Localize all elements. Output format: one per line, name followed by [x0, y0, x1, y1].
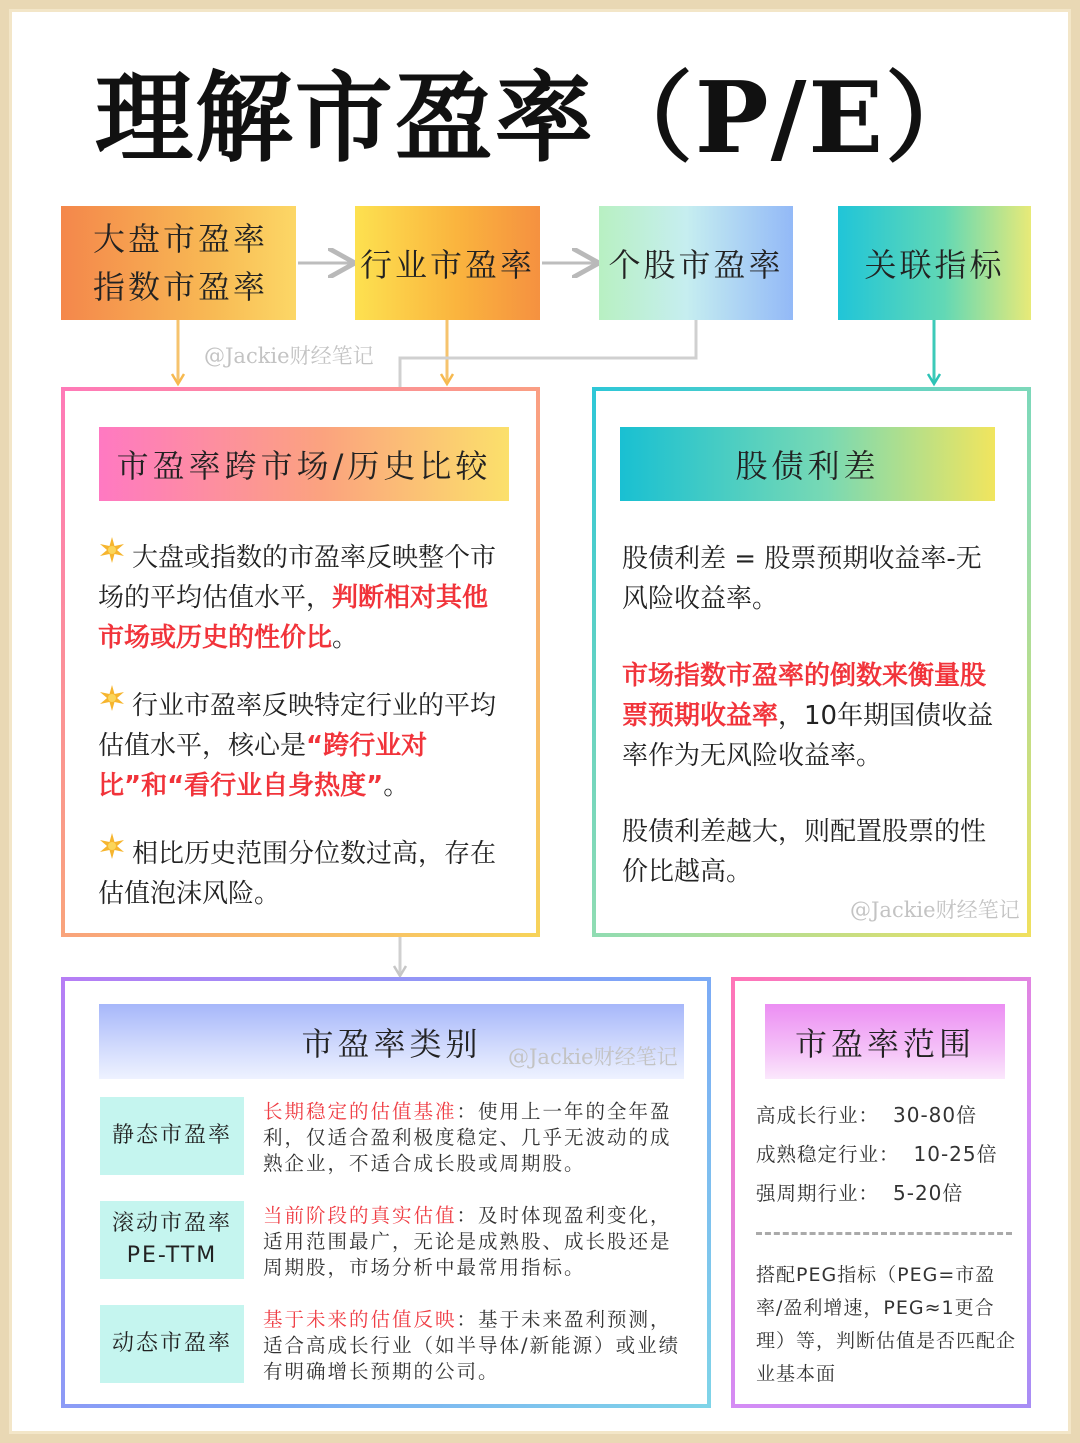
- category-title: 市盈率类别: [99, 1004, 684, 1079]
- panel-category: [61, 977, 711, 1408]
- category-label-forward-text: 动态市盈率: [111, 1331, 232, 1356]
- range-row-cyclical-value: 5-20倍: [893, 1181, 964, 1205]
- compare-bullet-1-highlight: 判断相对其他市场或历史的性价比: [98, 583, 489, 653]
- category-label-static: [100, 1097, 244, 1175]
- sparkle-icon: [98, 536, 126, 576]
- sparkle-icon: [98, 832, 126, 872]
- compare-bullet-2-end: 。: [383, 771, 410, 801]
- category-desc-ttm-text: ：及时体现盈利变化，适用范围最广，无论是成熟股、成长股还是周期股，市场分析中最常用指标。: [263, 1204, 672, 1279]
- category-label-ttm: [100, 1201, 244, 1279]
- watermark: @Jackie财经笔记: [508, 1045, 678, 1069]
- compare-bullet-1-text: 大盘或指数的市盈率反映整个市场的平均估值水平，: [98, 543, 497, 613]
- range-row-mature: [756, 1138, 1016, 1167]
- compare-bullet-3: [98, 834, 513, 914]
- category-label-ttm-sub: PE-TTM: [126, 1243, 218, 1268]
- range-note: 搭配PEG指标（PEG=市盈率/盈利增速，PEG≈1更合理）等，判断估值是否匹配企业基本面: [756, 1264, 1017, 1385]
- flow-box-industry: 行业市盈率: [355, 206, 540, 320]
- category-desc-static-highlight: 长期稳定的估值基准: [263, 1100, 457, 1123]
- category-desc-forward: [263, 1307, 688, 1385]
- spread-definition: 股债利差 = 股票预期收益率-无风险收益率。: [622, 544, 982, 614]
- compare-bullet-2-highlight: “跨行业对比”和“看行业自身热度”: [98, 731, 428, 801]
- flow-box-market-line1: 大盘市盈率: [93, 220, 269, 258]
- panel-range: [731, 977, 1031, 1408]
- range-row-cyclical-label: 强周期行业：: [756, 1182, 880, 1205]
- flow-box-market-line2: 指数市盈率: [93, 268, 269, 306]
- category-label-forward: [100, 1305, 244, 1383]
- category-desc-forward-text: ：基于未来盈利预测，适合高成长行业（如半导体/新能源）或业绩有明确增长预期的公司。: [263, 1308, 681, 1383]
- spread-method: [622, 656, 1002, 776]
- line-stock-to-compare: [400, 320, 696, 387]
- flow-box-stock: 个股市盈率: [599, 206, 793, 320]
- flow-box-market: [61, 206, 296, 320]
- compare-bullet-1: [98, 538, 513, 658]
- category-desc-static: [263, 1099, 688, 1177]
- panel-spread: [592, 387, 1031, 937]
- range-row-cyclical: [756, 1177, 1016, 1206]
- spread-method-text: ，10年期国债收益率作为无风险收益率。: [622, 701, 994, 771]
- watermark: @Jackie财经笔记: [204, 344, 374, 368]
- category-label-static-text: 静态市盈率: [111, 1123, 232, 1148]
- spread-method-highlight: 市场指数市盈率的倒数来衡量股票预期收益率: [622, 661, 987, 731]
- range-row-growth-value: 30-80倍: [893, 1103, 978, 1127]
- category-label-ttm-text: 滚动市盈率: [111, 1211, 232, 1236]
- category-desc-ttm-highlight: 当前阶段的真实估值: [263, 1204, 457, 1227]
- range-title: 市盈率范围: [765, 1004, 1005, 1079]
- category-desc-static-text: ：使用上一年的全年盈利，仅适合盈利极度稳定、几乎无波动的成熟企业，不适合成长股或周期股。: [263, 1100, 672, 1175]
- compare-title: 市盈率跨市场/历史比较: [99, 427, 509, 501]
- page-title: 理解市盈率（P/E）: [94, 61, 986, 176]
- category-desc-ttm: [263, 1203, 688, 1281]
- flow-box-related: 关联指标: [838, 206, 1031, 320]
- watermark: @Jackie财经笔记: [850, 898, 1020, 922]
- range-row-mature-value: 10-25倍: [913, 1142, 998, 1166]
- sparkle-icon: [98, 684, 126, 724]
- spread-title: 股债利差: [620, 427, 995, 501]
- spread-conclusion: 股债利差越大，则配置股票的性价比越高。: [622, 817, 987, 887]
- range-row-growth-label: 高成长行业：: [756, 1104, 880, 1127]
- range-row-mature-label: 成熟稳定行业：: [756, 1143, 900, 1166]
- compare-bullet-1-end: 。: [332, 623, 359, 653]
- range-row-growth: [756, 1099, 1016, 1128]
- range-divider: [756, 1232, 1012, 1235]
- panel-compare: [61, 387, 540, 937]
- category-desc-forward-highlight: 基于未来的估值反映: [263, 1308, 457, 1331]
- compare-bullet-3-text: 相比历史范围分位数过高，存在估值泡沫风险。: [98, 839, 497, 909]
- compare-bullet-2: [98, 686, 513, 806]
- compare-bullet-2-text: 行业市盈率反映特定行业的平均估值水平，核心是: [98, 691, 497, 761]
